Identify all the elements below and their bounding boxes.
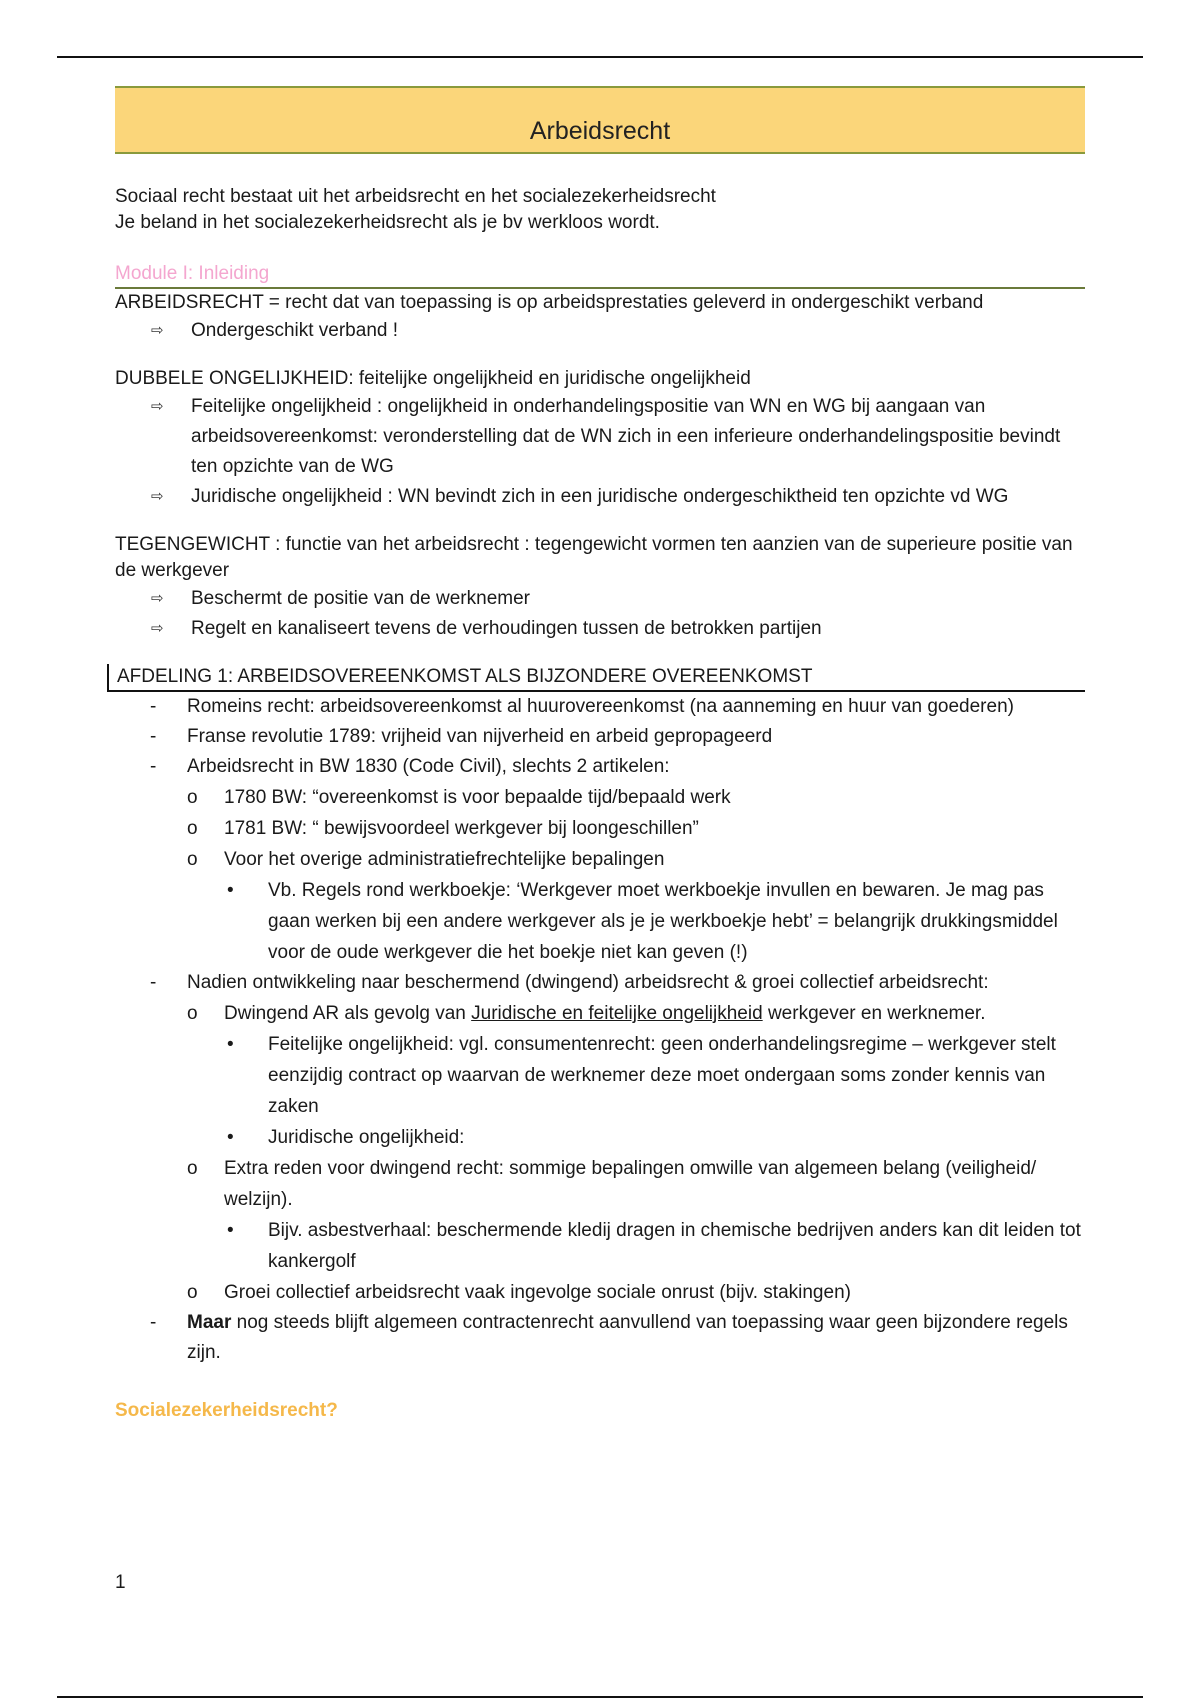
intro-line: Je beland in het socialezekerheidsrecht als je bv werkloos wordt. <box>115 212 660 233</box>
bullet-marker: • <box>227 880 234 901</box>
top-rule <box>57 56 1143 58</box>
list-item <box>187 844 1085 875</box>
list-item-text <box>224 998 1085 1029</box>
afdeling-list <box>115 692 1085 1368</box>
list-item-text: Franse revolutie 1789: vrijheid van nijverheid en arbeid gepropageerd <box>187 726 773 747</box>
list-item-text: Regelt en kanaliseert tevens de verhoudingen tussen de betrokken partijen <box>191 618 822 639</box>
circle-marker: o <box>187 1003 198 1024</box>
intro-paragraph <box>115 184 1085 236</box>
list-item <box>151 316 1085 346</box>
list-item-text: Groei collectief arbeidsrecht vaak ingevolge sociale onrust (bijv. stakingen) <box>224 1282 851 1303</box>
list-item <box>187 782 1085 813</box>
list-item <box>227 1215 1085 1277</box>
list-item <box>227 1029 1085 1122</box>
bold-text: Maar <box>187 1312 232 1333</box>
list-item <box>227 875 1085 968</box>
list-item <box>150 968 1085 998</box>
afdeling-heading: AFDELING 1: ARBEIDSOVEREENKOMST ALS BIJZONDERE OVEREENKOMST <box>107 664 1085 692</box>
text-span: werkgever en werknemer. <box>762 1003 986 1024</box>
list-item-text: 1781 BW: “ bewijsvoordeel werkgever bij loongeschillen” <box>224 818 699 839</box>
list-item-text: Juridische ongelijkheid: <box>268 1127 465 1148</box>
section-heading: TEGENGEWICHT : functie van het arbeidsrecht : tegengewicht vormen ten aanzien van de superieure positie van de werkgever <box>115 534 1073 581</box>
arrow-icon: ⇨ <box>151 322 164 339</box>
bottom-rule <box>57 1696 1143 1698</box>
section-heading: DUBBELE ONGELIJKHEID: feitelijke ongelijkheid en juridische ongelijkheid <box>115 368 751 389</box>
bullet-marker: • <box>227 1220 234 1241</box>
list-item <box>151 392 1085 482</box>
list-item <box>150 722 1085 752</box>
intro-line: Sociaal recht bestaat uit het arbeidsrecht en het socialezekerheidsrecht <box>115 186 716 207</box>
list-item-text: Beschermt de positie van de werknemer <box>191 588 530 609</box>
underlined-text: Juridische en feitelijke ongelijkheid <box>471 1003 763 1024</box>
list-item <box>151 614 1085 644</box>
arrow-icon: ⇨ <box>151 620 164 637</box>
list-item <box>150 752 1085 782</box>
list-item-text: Arbeidsrecht in BW 1830 (Code Civil), slechts 2 artikelen: <box>187 756 670 777</box>
document-title: Arbeidsrecht <box>529 117 671 145</box>
dash-marker: - <box>150 1312 157 1333</box>
title-banner <box>115 86 1085 154</box>
list-item <box>151 482 1085 512</box>
list-item-text: Ondergeschikt verband ! <box>191 320 399 341</box>
definition: ARBEIDSRECHT = recht dat van toepassing is op arbeidsprestaties geleverd in ondergeschikt verband <box>115 292 984 313</box>
section-dubbele <box>115 366 1085 512</box>
list-item-text: Juridische ongelijkheid : WN bevindt zich in een juridische ondergeschiktheid ten opzichte vd WG <box>191 486 1009 507</box>
section-tegengewicht <box>115 532 1085 644</box>
page-number: 1 <box>115 1572 126 1593</box>
circle-marker: o <box>187 818 198 839</box>
list-item <box>150 692 1085 722</box>
list-item <box>227 1122 1085 1153</box>
dash-marker: - <box>150 756 157 777</box>
text-span: nog steeds blijft algemeen contractenrecht aanvullend van toepassing waar geen bijzondere regels zijn. <box>187 1312 1068 1363</box>
dash-marker: - <box>150 726 157 747</box>
list-item <box>187 998 1085 1029</box>
circle-marker: o <box>187 1282 198 1303</box>
document-page <box>115 86 1085 1424</box>
list-item-text: Extra reden voor dwingend recht: sommige bepalingen omwille van algemeen belang (veiligheid/ welzijn). <box>224 1158 1037 1210</box>
circle-marker: o <box>187 849 198 870</box>
list-item-text: Feitelijke ongelijkheid: vgl. consumentenrecht: geen onderhandelingsregime – werkgever stelt eenzijdig contract op waarvan de werknemer deze moet ondergaan soms zonder kennis van zaken <box>268 1034 1056 1117</box>
circle-marker: o <box>187 1158 198 1179</box>
list-item <box>187 1153 1085 1215</box>
dash-marker: - <box>150 972 157 993</box>
arrow-icon: ⇨ <box>151 590 164 607</box>
text-span: Dwingend AR als gevolg van <box>224 1003 472 1024</box>
bullet-marker: • <box>227 1034 234 1055</box>
list-item-text <box>187 1308 1085 1368</box>
arrow-icon: ⇨ <box>151 398 164 415</box>
list-item <box>151 584 1085 614</box>
list-item <box>187 1277 1085 1308</box>
list-item-text: Nadien ontwikkeling naar beschermend (dwingend) arbeidsrecht & groei collectief arbeidsrecht: <box>187 972 989 993</box>
socialezekerheid-heading: Socialezekerheidsrecht? <box>115 1400 338 1421</box>
dash-marker: - <box>150 696 157 717</box>
module-heading: Module I: Inleiding <box>115 261 1085 289</box>
list-item <box>150 1308 1085 1368</box>
list-item-text: Romeins recht: arbeidsovereenkomst al huurovereenkomst (na aanneming en huur van goederen) <box>187 696 1014 717</box>
bullet-marker: • <box>227 1127 234 1148</box>
list-item-text: Vb. Regels rond werkboekje: ‘Werkgever moet werkboekje invullen en bewaren. Je mag pas gaan werken bij een andere werkgever als je je werkboekje hebt’ = belangrijk drukkingsmiddel voor de oude werkgever die het boekje niet kan geven (!) <box>268 880 1058 963</box>
arrow-icon: ⇨ <box>151 488 164 505</box>
list-item-text: 1780 BW: “overeenkomst is voor bepaalde tijd/bepaald werk <box>224 787 731 808</box>
circle-marker: o <box>187 787 198 808</box>
list-item <box>187 813 1085 844</box>
list-item-text: Feitelijke ongelijkheid : ongelijkheid in onderhandelingspositie van WN en WG bij aangaan van arbeidsovereenkomst: veronderstelling dat de WN zich in een inferieure onderhandelingspositie bevindt ten opzichte van de WG <box>191 396 1061 477</box>
list-item-text: Bijv. asbestverhaal: beschermende kledij dragen in chemische bedrijven anders kan dit leiden tot kankergolf <box>268 1220 1081 1272</box>
list-item-text: Voor het overige administratiefrechtelijke bepalingen <box>224 849 665 870</box>
